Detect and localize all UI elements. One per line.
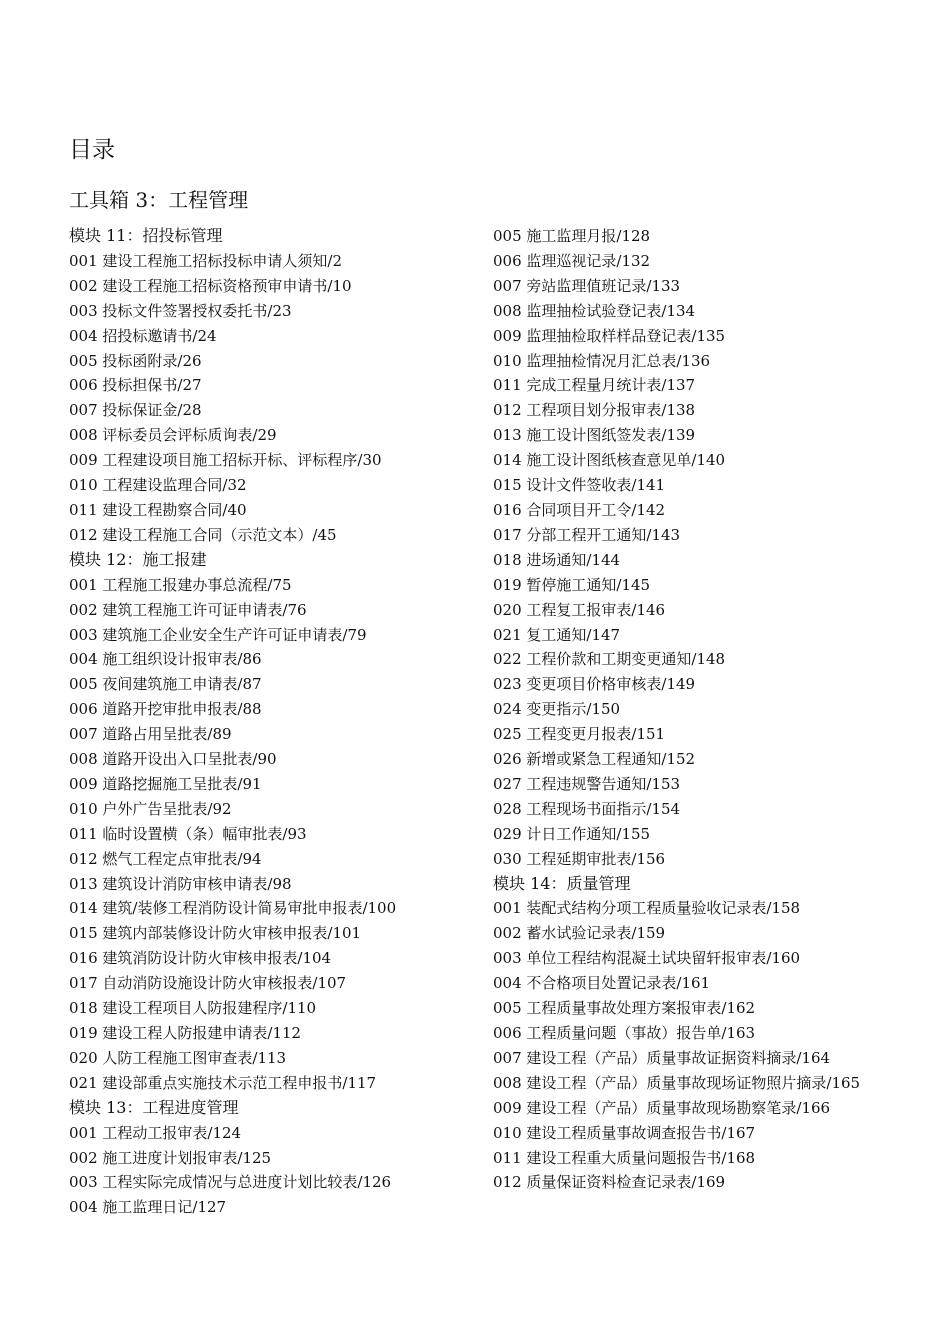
toc-entry: 002 建设工程施工招标资格预审申请书/10 [69,276,352,295]
toc-entry: 030 工程延期审批表/156 [493,849,666,868]
toc-entry: 024 变更指示/150 [493,700,621,719]
toc-entry: 005 投标函附录/26 [69,351,202,370]
toc-entry: 028 工程现场书面指示/154 [493,799,681,818]
toc-entry: 023 变更项目价格审核表/149 [493,675,696,694]
toc-entry: 010 建设工程质量事故调查报告书/167 [493,1123,756,1142]
toc-entry: 008 监理抽检试验登记表/134 [493,301,696,320]
toc-entry: 002 蓄水试验记录表/159 [493,924,666,943]
toc-entry: 025 工程变更月报表/151 [493,725,666,744]
toc-entry: 005 工程质量事故处理方案报审表/162 [493,999,756,1018]
toc-entry: 013 建筑设计消防审核申请表/98 [69,874,292,893]
toc-entry: 017 分部工程开工通知/143 [493,525,681,544]
page-subtitle: 工具箱 3：工程管理 [69,188,249,212]
toc-entry: 003 单位工程结构混凝土试块留轩报审表/160 [493,949,801,968]
toc-entry: 026 新增或紧急工程通知/152 [493,750,696,769]
toc-entry: 006 工程质量问题（事故）报告单/163 [493,1024,756,1042]
toc-entry: 021 建设部重点实施技术示范工程申报书/117 [69,1073,377,1092]
toc-entry: 019 建设工程人防报建申请表/112 [69,1024,302,1042]
toc-entry: 008 建设工程（产品）质量事故现场证物照片摘录/165 [493,1073,861,1092]
toc-right-column [493,224,888,1195]
toc-entry: 022 工程价款和工期变更通知/148 [493,650,726,669]
toc-entry: 005 施工监理月报/128 [493,227,651,245]
toc-module-heading: 模块 14：质量管理 [493,873,631,893]
toc-entry: 012 建设工程施工合同（示范文本）/45 [69,525,337,544]
toc-entry: 010 户外广告呈批表/92 [69,799,232,818]
toc-entry: 004 不合格项目处置记录表/161 [493,974,711,993]
toc-entry: 001 建设工程施工招标投标申请人须知/2 [69,251,342,270]
toc-entry: 009 监理抽检取样样品登记表/135 [493,326,726,345]
toc-entry: 007 建设工程（产品）质量事故证据资料摘录/164 [493,1048,831,1067]
toc-entry: 003 工程实际完成情况与总进度计划比较表/126 [69,1173,392,1192]
toc-entry: 008 道路开设出入口呈批表/90 [69,750,277,769]
toc-entry: 007 旁站监理值班记录/133 [493,276,681,295]
toc-entry: 003 建筑施工企业安全生产许可证申请表/79 [69,625,367,644]
toc-entry: 007 投标保证金/28 [69,401,202,420]
toc-entry: 004 施工监理日记/127 [69,1198,227,1217]
toc-entry: 009 道路挖掘施工呈批表/91 [69,774,262,793]
toc-entry: 014 建筑/装修工程消防设计简易审批申报表/100 [69,899,397,918]
toc-entry: 001 装配式结构分项工程质量验收记录表/158 [493,899,801,918]
toc-entry: 027 工程违规警告通知/153 [493,774,681,793]
toc-entry: 011 临时设置横（条）幅审批表/93 [69,824,307,843]
toc-entry: 004 招投标邀请书/24 [69,326,217,345]
toc-entry: 007 道路占用呈批表/89 [69,725,232,744]
toc-module-heading: 模块 11：招投标管理 [69,226,223,245]
toc-entry: 017 自动消防设施设计防火审核报表/107 [69,974,347,993]
toc-entry: 010 工程建设监理合同/32 [69,476,247,495]
toc-entry: 006 道路开挖审批申报表/88 [69,700,262,719]
toc-entry: 003 投标文件签署授权委托书/23 [69,301,292,320]
toc-entry: 019 暂停施工通知/145 [493,575,651,594]
toc-entry: 016 建筑消防设计防火审核申报表/104 [69,949,332,968]
toc-entry: 002 建筑工程施工许可证申请表/76 [69,600,307,619]
toc-entry: 009 工程建设项目施工招标开标、评标程序/30 [69,451,382,470]
toc-entry: 020 人防工程施工图审查表/113 [69,1048,287,1067]
toc-entry: 001 工程动工报审表/124 [69,1123,242,1142]
toc-entry: 006 监理巡视记录/132 [493,251,651,270]
toc-entry: 012 燃气工程定点审批表/94 [69,849,262,868]
toc-entry: 012 工程项目划分报审表/138 [493,401,696,420]
toc-entry: 004 施工组织设计报审表/86 [69,650,262,669]
toc-entry: 014 施工设计图纸核查意见单/140 [493,451,726,470]
toc-entry: 016 合同项目开工令/142 [493,500,666,519]
toc-entry: 010 监理抽检情况月汇总表/136 [493,351,711,370]
toc-entry: 015 建筑内部装修设计防火审核申报表/101 [69,924,362,943]
toc-entry: 001 工程施工报建办事总流程/75 [69,575,292,594]
toc-entry: 009 建设工程（产品）质量事故现场勘察笔录/166 [493,1098,831,1117]
toc-left-column [69,224,479,1220]
toc-entry: 006 投标担保书/27 [69,376,202,395]
toc-entry: 015 设计文件签收表/141 [493,476,666,495]
page-title: 目录 [69,137,115,163]
toc-entry: 018 进场通知/144 [493,550,621,569]
toc-entry: 002 施工进度计划报审表/125 [69,1148,272,1167]
toc-entry: 018 建设工程项目人防报建程序/110 [69,999,317,1018]
toc-entry: 020 工程复工报审表/146 [493,600,666,619]
toc-module-heading: 模块 13：工程进度管理 [69,1097,239,1117]
toc-entry: 011 建设工程重大质量问题报告书/168 [493,1148,756,1167]
toc-entry: 021 复工通知/147 [493,625,621,644]
toc-entry: 005 夜间建筑施工申请表/87 [69,675,262,694]
toc-entry: 008 评标委员会评标质询表/29 [69,426,277,445]
toc-entry: 011 完成工程量月统计表/137 [493,376,696,395]
toc-entry: 013 施工设计图纸签发表/139 [493,426,696,445]
toc-module-heading: 模块 12：施工报建 [69,549,207,569]
toc-entry: 012 质量保证资料检查记录表/169 [493,1173,726,1192]
toc-entry: 029 计日工作通知/155 [493,824,651,843]
toc-entry: 011 建设工程勘察合同/40 [69,500,247,519]
